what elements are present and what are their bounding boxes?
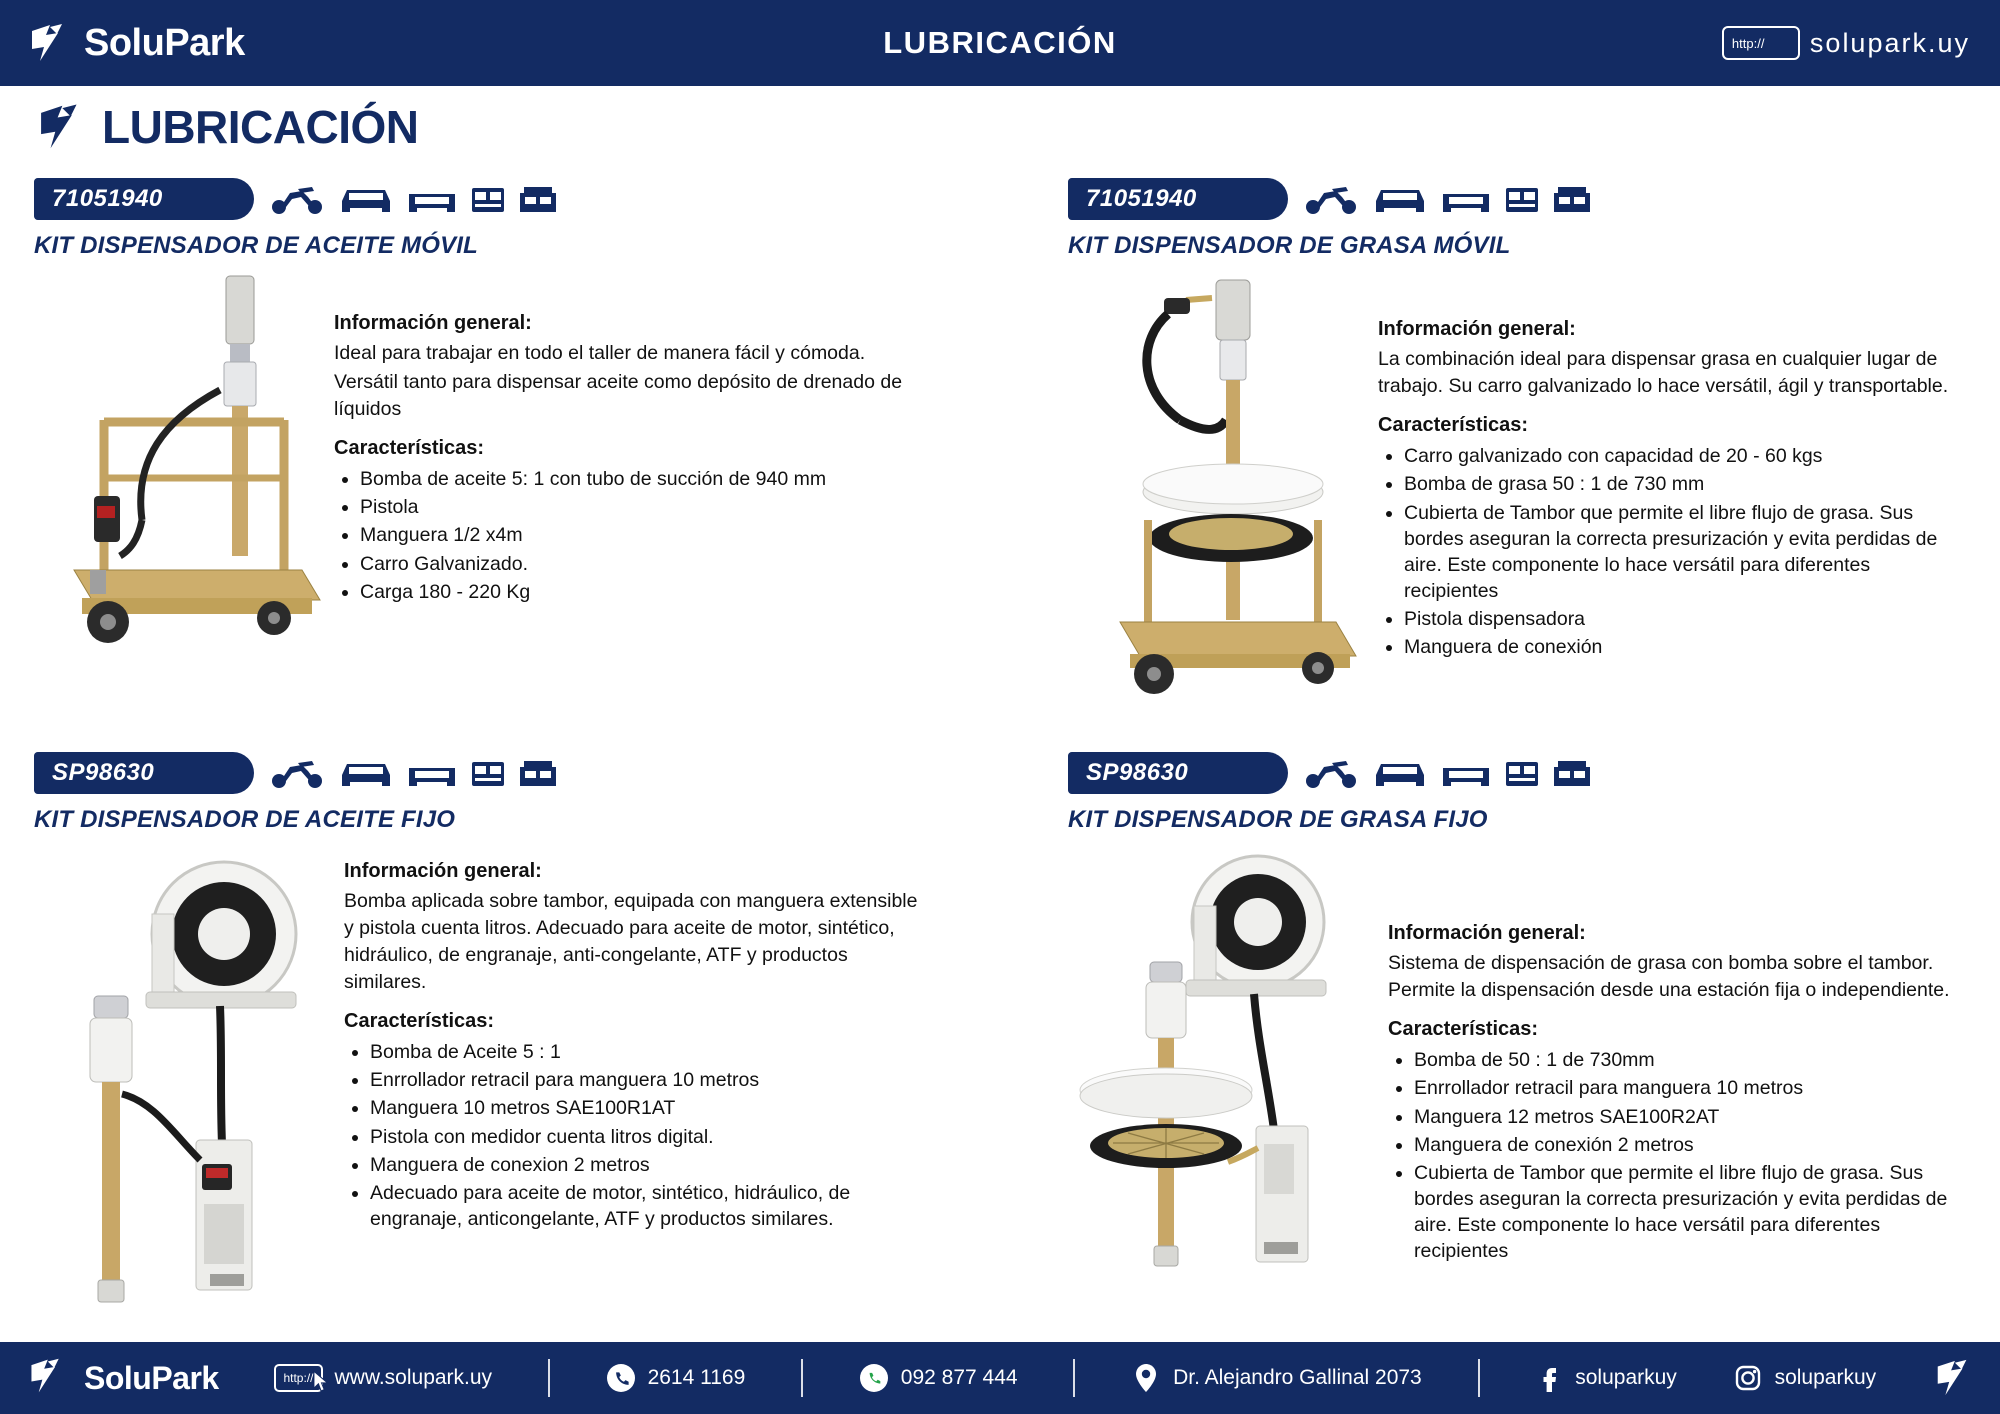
product-code-row bbox=[1068, 178, 1968, 220]
product-description bbox=[1378, 270, 1968, 700]
info-paragraph: Versátil tanto para dispensar aceite como depósito de drenado de líquidos bbox=[334, 370, 903, 420]
page-title: LUBRICACIÓN bbox=[883, 25, 1117, 60]
url-prefix-box bbox=[1722, 26, 1800, 60]
van-icon bbox=[406, 759, 458, 789]
bus-icon bbox=[1504, 759, 1540, 789]
facebook-icon bbox=[1535, 1363, 1563, 1393]
instagram-icon bbox=[1733, 1363, 1763, 1393]
mouse-cursor-icon bbox=[313, 1370, 331, 1394]
product-code-row bbox=[34, 752, 924, 794]
product-card-oil-fixed bbox=[34, 752, 924, 1314]
feature-item: • Cubierta de Tambor que permite el libre flujo de grasa. Sus bordes aseguran la correcta presurización y evita perdidas de aire. Este componente lo hace versátil para diferentes recipientes bbox=[1414, 1160, 1968, 1265]
product-image-oil-fixed bbox=[34, 844, 344, 1314]
feature-item: • Pistola bbox=[360, 494, 904, 520]
car-icon bbox=[1372, 759, 1428, 789]
footer-whatsapp-text: 092 877 444 bbox=[900, 1366, 1018, 1389]
vehicle-compatibility-icons bbox=[268, 183, 558, 215]
truck-icon bbox=[1552, 185, 1592, 215]
product-code-badge: SP98630 bbox=[1068, 752, 1288, 794]
vehicle-compatibility-icons bbox=[1302, 757, 1592, 789]
product-title: KIT DISPENSADOR DE GRASA FIJO bbox=[1068, 806, 1488, 833]
info-paragraph: Bomba aplicada sobre tambor, equipada con manguera extensible y pistola cuenta litros. Adecuado para aceite de motor, sintético, hidráulico, de engranaje, anti-congelante, ATF y productos similares. bbox=[344, 889, 918, 993]
footer-facebook-text: soluparkuy bbox=[1575, 1366, 1677, 1389]
motorcycle-icon bbox=[268, 183, 326, 215]
product-title: KIT DISPENSADOR DE GRASA MÓVIL bbox=[1068, 232, 1511, 259]
footer-facebook[interactable] bbox=[1535, 1363, 1677, 1393]
footer-address bbox=[1131, 1362, 1422, 1394]
features-heading: Características: bbox=[334, 436, 485, 459]
section-title: LUBRICACIÓN bbox=[102, 101, 419, 153]
product-code-row bbox=[1068, 752, 1968, 794]
vehicle-compatibility-icons bbox=[268, 757, 558, 789]
info-heading: Información general: bbox=[1388, 922, 1586, 945]
van-icon bbox=[1440, 759, 1492, 789]
footer-divider bbox=[548, 1359, 550, 1397]
product-code-badge: 71051940 bbox=[34, 178, 254, 220]
product-description bbox=[1388, 844, 1968, 1284]
features-heading: Características: bbox=[1378, 413, 1529, 436]
feature-item: • Pistola dispensadora bbox=[1404, 606, 1968, 632]
feature-item: • Manguera 1/2 x4m bbox=[360, 522, 904, 548]
feature-item: • Carro galvanizado con capacidad de 20 - 60 kgs bbox=[1404, 443, 1968, 469]
car-icon bbox=[338, 759, 394, 789]
product-code-row bbox=[34, 178, 904, 220]
header-website-link[interactable] bbox=[1722, 26, 2000, 60]
vehicle-compatibility-icons bbox=[1302, 183, 1592, 215]
feature-item: • Manguera de conexión 2 metros bbox=[1414, 1132, 1968, 1158]
product-card-grease-mobile bbox=[1068, 178, 1968, 700]
feature-item: • Enrrollador retracil para manguera 10 metros bbox=[1414, 1075, 1968, 1101]
footer-phone[interactable] bbox=[606, 1363, 746, 1393]
features-list bbox=[1378, 443, 1968, 660]
solupark-logo-icon bbox=[1932, 1357, 1974, 1399]
product-description bbox=[334, 270, 904, 650]
feature-item: • Bomba de Aceite 5 : 1 bbox=[370, 1039, 924, 1065]
product-card-grease-fixed bbox=[1068, 752, 1968, 1284]
info-heading: Información general: bbox=[344, 860, 542, 883]
features-heading: Características: bbox=[1388, 1017, 1539, 1040]
features-list bbox=[334, 466, 904, 605]
footer-brand-name: SoluPark bbox=[84, 1359, 219, 1396]
brand-name: SoluPark bbox=[84, 21, 245, 64]
feature-item: • Carga 180 - 220 Kg bbox=[360, 579, 904, 605]
motorcycle-icon bbox=[1302, 757, 1360, 789]
info-paragraph: La combinación ideal para dispensar grasa en cualquier lugar de trabajo. Su carro galvanizado lo hace versátil, ágil y transportable. bbox=[1378, 347, 1949, 397]
solupark-logo-icon bbox=[26, 1356, 70, 1400]
motorcycle-icon bbox=[268, 757, 326, 789]
footer-phone-text: 2614 1169 bbox=[647, 1366, 746, 1389]
bus-icon bbox=[1504, 185, 1540, 215]
footer-divider bbox=[1478, 1359, 1480, 1397]
features-heading: Características: bbox=[344, 1009, 495, 1032]
footer-divider bbox=[1073, 1359, 1075, 1397]
truck-icon bbox=[518, 759, 558, 789]
location-pin-icon bbox=[1131, 1362, 1161, 1394]
header-url-text: solupark.uy bbox=[1809, 27, 1970, 58]
bus-icon bbox=[470, 759, 506, 789]
van-icon bbox=[406, 185, 458, 215]
feature-item: • Carro Galvanizado. bbox=[360, 551, 904, 577]
footer-instagram[interactable] bbox=[1733, 1363, 1877, 1393]
footer-whatsapp[interactable] bbox=[859, 1363, 1018, 1393]
feature-item: • Enrrollador retracil para manguera 10 metros bbox=[370, 1067, 924, 1093]
whatsapp-icon bbox=[859, 1363, 889, 1393]
feature-item: • Adecuado para aceite de motor, sintético, hidráulico, de engranaje, anticongelante, ATF y productos similares. bbox=[370, 1180, 924, 1232]
product-title: KIT DISPENSADOR DE ACEITE MÓVIL bbox=[34, 232, 479, 259]
footer-url-prefix: http:// bbox=[283, 1371, 314, 1385]
url-prefix-text: http:// bbox=[1731, 35, 1765, 51]
top-header-bar bbox=[0, 0, 2000, 86]
product-card-oil-mobile bbox=[34, 178, 904, 650]
feature-item: • Bomba de 50 : 1 de 730mm bbox=[1414, 1047, 1968, 1073]
feature-item: • Manguera de conexión bbox=[1404, 634, 1968, 660]
motorcycle-icon bbox=[1302, 183, 1360, 215]
footer-website-link[interactable] bbox=[274, 1364, 492, 1392]
footer-bar bbox=[0, 1342, 2000, 1414]
features-list bbox=[344, 1039, 924, 1232]
footer-divider bbox=[801, 1359, 803, 1397]
product-image-grease-fixed bbox=[1068, 844, 1388, 1284]
info-heading: Información general: bbox=[1378, 318, 1576, 341]
truck-icon bbox=[518, 185, 558, 215]
product-code-badge: 71051940 bbox=[1068, 178, 1288, 220]
feature-item: • Bomba de grasa 50 : 1 de 730 mm bbox=[1404, 471, 1968, 497]
features-list bbox=[1388, 1047, 1968, 1264]
product-description bbox=[344, 844, 924, 1314]
van-icon bbox=[1440, 185, 1492, 215]
section-header bbox=[34, 100, 418, 154]
truck-icon bbox=[1552, 759, 1592, 789]
product-image-grease-mobile bbox=[1068, 270, 1378, 700]
footer-logo-mark bbox=[1932, 1357, 2000, 1399]
info-heading: Información general: bbox=[334, 312, 532, 335]
footer-brand-logo bbox=[0, 1356, 219, 1400]
feature-item: • Manguera 12 metros SAE100R2AT bbox=[1414, 1104, 1968, 1130]
product-title: KIT DISPENSADOR DE ACEITE FIJO bbox=[34, 806, 456, 833]
feature-item: • Manguera 10 metros SAE100R1AT bbox=[370, 1095, 924, 1121]
bus-icon bbox=[470, 185, 506, 215]
footer-website-text: www.solupark.uy bbox=[334, 1366, 493, 1389]
info-paragraph: Ideal para trabajar en todo el taller de manera fácil y cómoda. bbox=[334, 341, 866, 364]
car-icon bbox=[1372, 185, 1428, 215]
solupark-section-icon bbox=[34, 101, 86, 153]
feature-item: • Cubierta de Tambor que permite el libre flujo de grasa. Sus bordes aseguran la correcta presurización y evita perdidas de aire. Este componente lo hace versátil para diferentes recipientes bbox=[1404, 500, 1968, 605]
feature-item: • Pistola con medidor cuenta litros digital. bbox=[370, 1124, 924, 1150]
feature-item: • Bomba de aceite 5: 1 con tubo de succión de 940 mm bbox=[360, 466, 904, 492]
info-paragraph: Sistema de dispensación de grasa con bomba sobre el tambor. Permite la dispensación desde una estación fija o independiente. bbox=[1388, 951, 1950, 1001]
url-prefix-box bbox=[274, 1364, 322, 1392]
footer-instagram-text: soluparkuy bbox=[1774, 1366, 1877, 1389]
phone-icon bbox=[606, 1363, 636, 1393]
footer-address-text: Dr. Alejandro Gallinal 2073 bbox=[1173, 1366, 1422, 1389]
feature-item: • Manguera de conexion 2 metros bbox=[370, 1152, 924, 1178]
car-icon bbox=[338, 185, 394, 215]
product-code-badge: SP98630 bbox=[34, 752, 254, 794]
product-image-oil-mobile bbox=[34, 270, 334, 650]
